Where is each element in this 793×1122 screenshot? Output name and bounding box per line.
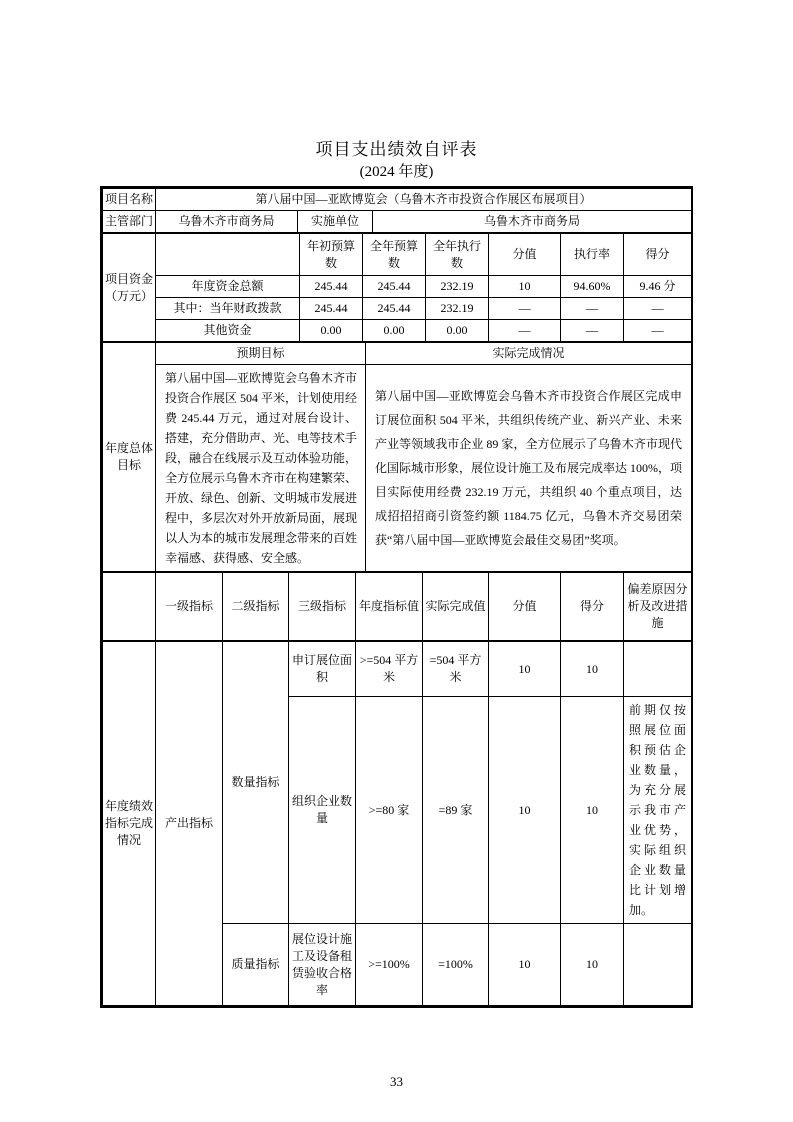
page-title: 项目支出绩效自评表 — [315, 140, 478, 159]
funds-cell: 245.44 — [300, 298, 363, 320]
funds-row-label: 项目资金（万元） — [103, 234, 156, 342]
indicator-level3: 组织企业数量 — [289, 697, 356, 924]
impl-value: 乌鲁木齐市商务局 — [373, 211, 692, 233]
indicator-score-total: 10 — [489, 697, 561, 924]
funds-header-score-got: 得分 — [624, 234, 692, 276]
table-row — [103, 642, 692, 697]
page-subtitle: (2024 年度) — [359, 164, 434, 180]
indicator-level3: 展位设计施工及设备租赁验收合格率 — [289, 924, 356, 1006]
funds-row-total-label: 年度资金总额 — [156, 276, 300, 298]
funds-cell: — — [489, 320, 561, 342]
evaluation-table — [100, 186, 693, 1008]
indicator-quality-label: 质量指标 — [223, 924, 289, 1006]
indicator-score-total: 10 — [489, 642, 561, 697]
funds-cell: — — [561, 298, 624, 320]
indicator-header-actual-value: 实际完成值 — [423, 573, 489, 641]
funds-cell: — — [624, 298, 692, 320]
indicators-row-label: 年度绩效指标完成情况 — [103, 642, 156, 1006]
empty-cell — [103, 573, 156, 641]
funds-header-annual-executed: 全年执行数 — [426, 234, 489, 276]
funds-cell: 0.00 — [426, 320, 489, 342]
indicator-deviation — [624, 642, 692, 697]
funds-cell: 9.46 分 — [624, 276, 692, 298]
info-section — [102, 188, 692, 233]
funds-row-fiscal-label: 其中：当年财政拨款 — [156, 298, 300, 320]
indicator-deviation — [624, 924, 692, 1006]
annual-goal-row-label: 年度总体目标 — [103, 343, 156, 572]
funds-header-score-total: 分值 — [489, 234, 561, 276]
funds-cell: — — [561, 320, 624, 342]
indicator-score-total: 10 — [489, 924, 561, 1006]
impl-label: 实施单位 — [298, 211, 373, 233]
indicator-score-got: 10 — [561, 697, 624, 924]
empty-cell — [156, 234, 300, 276]
indicator-header-annual-value: 年度指标值 — [356, 573, 423, 641]
funds-cell: 10 — [489, 276, 561, 298]
indicator-header-level2: 二级指标 — [223, 573, 289, 641]
table-row — [103, 298, 692, 320]
indicator-actual-value: =89 家 — [423, 697, 489, 924]
funds-row-other-label: 其他资金 — [156, 320, 300, 342]
project-name-label: 项目名称 — [103, 189, 156, 211]
indicator-level3: 申订展位面积 — [289, 642, 356, 697]
funds-cell: 0.00 — [300, 320, 363, 342]
indicator-header-deviation: 偏差原因分析及改进措施 — [624, 573, 692, 641]
indicator-deviation: 前期仅按照展位面积预估企业数量，为充分展示我市产业优势，实际组织企业数量比计划增加。 — [624, 697, 692, 924]
funds-cell: 232.19 — [426, 276, 489, 298]
indicator-annual-value: >=100% — [356, 924, 423, 1006]
indicator-actual-value: =100% — [423, 924, 489, 1006]
funds-cell: 245.44 — [363, 276, 426, 298]
indicator-score-got: 10 — [561, 642, 624, 697]
expected-goal-text: 第八届中国—亚欧博览会乌鲁木齐市投资合作展区 504 平米，计划使用经费 245.44 万元，通过对展台设计、搭建，充分借助声、光、电等技术手段，融合在线展示及互动体验功能，全方位展示乌鲁木齐市在构建繁荣、开放、绿色、创新、文明城市发展进程中，多层次对外开放新局面，展现以人为本的城市发展理念带来的百姓幸福感、获得感、安全感。 — [156, 365, 366, 572]
expected-goal-header: 预期目标 — [156, 343, 366, 365]
project-name-value: 第八届中国—亚欧博览会（乌鲁木齐市投资合作展区布展项目） — [156, 189, 692, 211]
indicator-annual-value: >=80 家 — [356, 697, 423, 924]
actual-completion-text: 第八届中国—亚欧博览会乌鲁木齐市投资合作展区完成申订展位面积 504 平米，共组织传统产业、新兴产业、未来产业等领域我市企业 89 家，全方位展示了乌鲁木齐市现代化国际城市形象，展位设计施工及布展完成率达 100%，项目实际使用经费 232.19 万元，共组织 40 个重点项目，达成招招招商引资签约额 1184.75 亿元，乌鲁木齐交易团荣获“第八届中国—亚欧博览会最佳交易团”奖项。 — [366, 365, 692, 572]
indicator-header-section — [102, 572, 692, 641]
indicator-actual-value: =504 平方米 — [423, 642, 489, 697]
table-row — [103, 320, 692, 342]
indicator-header-level1: 一级指标 — [156, 573, 223, 641]
funds-header-annual-budget: 全年预算数 — [363, 234, 426, 276]
indicator-header-level3: 三级指标 — [289, 573, 356, 641]
indicator-level1-value: 产出指标 — [156, 642, 223, 1006]
indicator-annual-value: >=504 平方米 — [356, 642, 423, 697]
indicator-score-got: 10 — [561, 924, 624, 1006]
dept-label: 主管部门 — [103, 211, 156, 233]
funds-cell: 0.00 — [363, 320, 426, 342]
funds-header-initial-budget: 年初预算数 — [300, 234, 363, 276]
funds-cell: — — [624, 320, 692, 342]
funds-cell: 245.44 — [300, 276, 363, 298]
dept-value: 乌鲁木齐市商务局 — [156, 211, 298, 233]
indicator-quantity-label: 数量指标 — [223, 642, 289, 924]
funds-cell: 232.19 — [426, 298, 489, 320]
actual-completion-header: 实际完成情况 — [366, 343, 692, 365]
table-row — [103, 276, 692, 298]
funds-cell: 245.44 — [363, 298, 426, 320]
funds-cell: 94.60% — [561, 276, 624, 298]
funds-cell: — — [489, 298, 561, 320]
annual-goal-section — [102, 342, 692, 572]
indicator-header-score-got: 得分 — [561, 573, 624, 641]
page-number: 33 — [390, 1074, 403, 1089]
funds-header-execution-rate: 执行率 — [561, 234, 624, 276]
indicator-header-score-total: 分值 — [489, 573, 561, 641]
indicator-rows-section — [102, 641, 692, 1006]
funds-section — [102, 233, 692, 342]
